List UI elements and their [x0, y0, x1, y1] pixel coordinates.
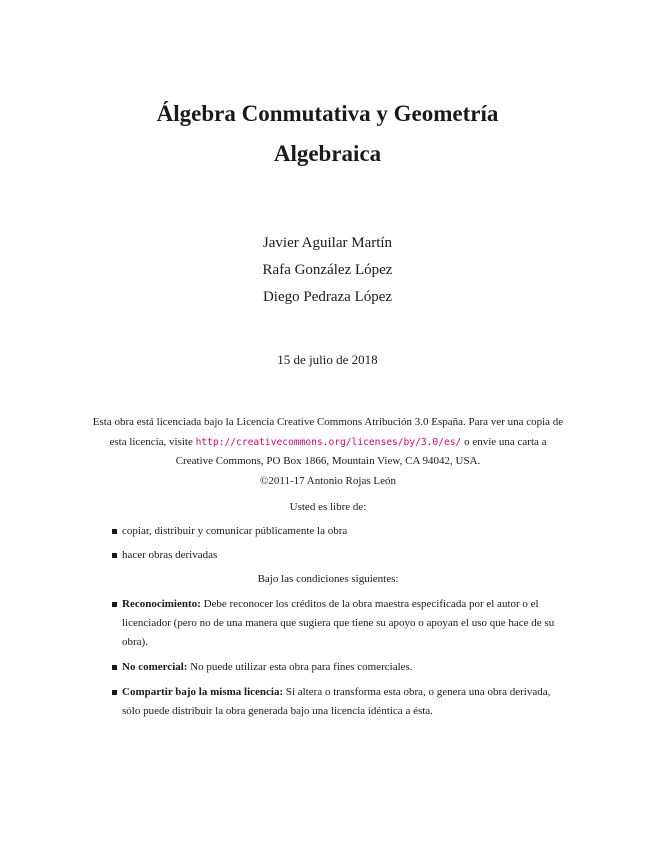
- condition-term: No comercial:: [122, 661, 188, 673]
- copyright: ©2011-17 Antonio Rojas León: [260, 474, 396, 487]
- list-item: [92, 595, 564, 652]
- license-text: Esta obra está licenciada bajo la Licencia Creative Commons Atribución 3.0 España. Para ver una copia de esta licencia, visite: [92, 416, 564, 448]
- condition-term: Compartir bajo la misma licencia:: [122, 686, 284, 698]
- condition-term: Reconocimiento:: [122, 598, 201, 610]
- list-item: copiar, distribuir y comunicar públicamente la obra: [92, 522, 564, 541]
- freedoms-list: [92, 522, 564, 565]
- document-title: [0, 94, 655, 174]
- authors: [0, 230, 655, 311]
- bullet-icon: [112, 665, 117, 670]
- list-item: [92, 658, 564, 677]
- bullet-icon: [112, 553, 117, 558]
- conditions-list: [92, 595, 564, 721]
- license-terms: [92, 498, 564, 721]
- condition-text: Debe reconocer los créditos de la obra maestra especificada por el autor o el licenciador (pero no de una manera que sugiera que tiene su apoyo o apoyan el uso que hace de su obra).: [122, 598, 555, 648]
- bullet-icon: [112, 690, 117, 695]
- list-item: hacer obras derivadas: [92, 546, 564, 565]
- list-item: [92, 683, 564, 721]
- author: Javier Aguilar Martín: [262, 235, 393, 251]
- license-address: o envíe una carta a Creative Commons, PO Box 1866, Mountain View, CA 94042, USA.: [175, 435, 547, 467]
- bullet-icon: [112, 602, 117, 607]
- conditions-heading: Bajo las condiciones siguientes:: [257, 573, 399, 585]
- free-heading: Usted es libre de:: [289, 501, 367, 513]
- title-line-2: Algebraica: [273, 141, 382, 166]
- license-link[interactable]: http://creativecommons.org/licenses/by/3.0/es/: [195, 436, 462, 448]
- condition-text: Si altera o transforma esta obra, o genera una obra derivada, sólo puede distribuir la obra generada bajo una licencia idéntica a ésta.: [122, 686, 551, 717]
- license-notice: [92, 413, 564, 491]
- author: Diego Pedraza López: [262, 289, 393, 305]
- title-line-1: Álgebra Conmutativa y Geometría: [156, 101, 499, 126]
- author: Rafa González López: [262, 262, 393, 278]
- publication-date: 15 de julio de 2018: [277, 352, 378, 367]
- condition-text: No puede utilizar esta obra para fines comerciales.: [190, 661, 413, 673]
- bullet-icon: [112, 529, 117, 534]
